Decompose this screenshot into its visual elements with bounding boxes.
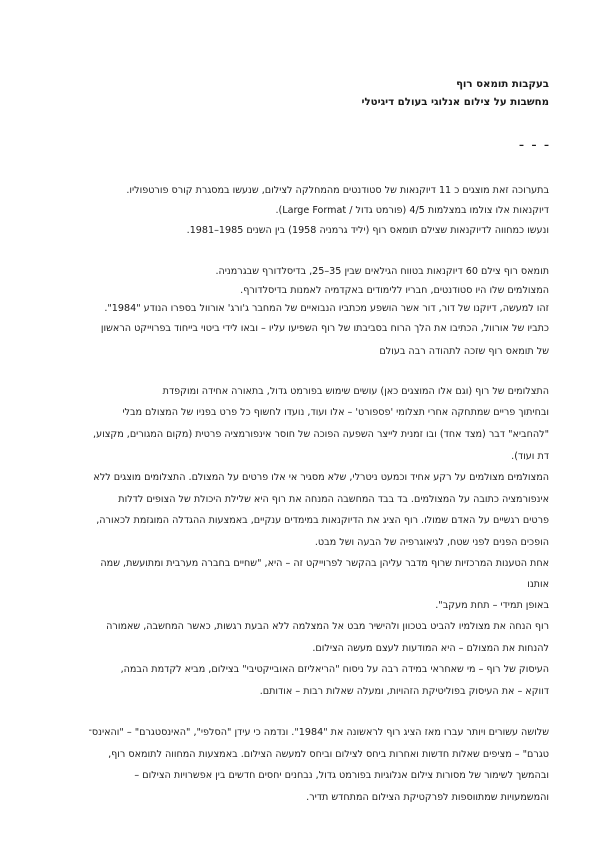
text-line: דיוקנאות אלו צולמו במצלמות 4/5 (פורמט גדול / Large Format).	[275, 205, 549, 216]
text-line: העיסוק של רוף – מי שאחראי במידה רבה על ניסוח "הריאליזם האובייקטיבי" בצילום, מביא לקדמת הבמה,	[120, 664, 549, 675]
text-line: כתביו של אורוול, הכתיבו את הלך הרוח בסביבתו של רוף השפיעו עליו – ובאו לידי ביטוי בייחוד בפרוייקט הראשון	[100, 323, 549, 334]
text-line: אינפורמציה כתובה על המצולמים. בד בבד המחשבה המנחה את רוף היא שלילת היכולת של הצופים לדלות	[118, 494, 549, 505]
text-line: של תומאס רוף שזכה לתהודה רבה בעולם	[379, 346, 549, 357]
text-line: ובחיתוך פריים שמתחקה אחרי תצלומי 'פספורט' – אלו ועוד, נועדו לחשוף כל פרט בפניו של המצולם מבלי	[122, 407, 549, 418]
document-title: בעקבות תומאס רוף	[456, 79, 549, 90]
text-line: טגרם" – מציפים שאלות חדשות ואחרות ביחס לצילום וביחס למעשה הצילום. באמצעות המחווה לתומאס רוף,	[108, 749, 549, 760]
document-subtitle: מחשבות על צילום אנלוגי בעולם דיגיטלי	[361, 97, 549, 108]
text-line: באופן תמידי – תחת מעקב".	[435, 600, 549, 611]
text-line: המצולמים שלו היו סטודנטים, חבריו ללימודים באקדמיה לאמנות בדיסלדורף.	[240, 285, 549, 296]
text-line: התצלומים של רוף (וגם אלו המוצגים כאן) עושים שימוש בפורמט גדול, בתאורה אחידה ומוקפדת	[162, 386, 549, 397]
text-line: בתערוכה זאת מוצגים כ 11 דיוקנאות של סטודנטים מהמחלקה לצילום, שנעשו במסגרת קורס פורטפוליו.	[126, 185, 549, 196]
text-line: "להחביא" דבר (מצד אחד) ובו זמנית לייצר השפעה הפוכה של חוסר אינפורמציה פרטית (מקום המגורים, מקצוע,	[93, 429, 549, 440]
text-line: ונעשו כמחווה לדיוקנאות שצילם תומאס רוף (יליד גרמניה 1958) בין השנים 1985–1981.	[186, 225, 549, 236]
text-line: להנחות את המצולם – היא המודעות לעצם מעשה הצילום.	[312, 643, 549, 654]
section-separator: – – –	[519, 140, 551, 151]
text-line: דווקא – את העיסוק בפוליטיקת הזהויות, ומעלה שאלות רבות – אודותם.	[259, 686, 549, 697]
text-line: זהו למעשה, דיוקנו של דור, דור אשר הושפע מכתביו הנבואיים של המחבר ג'ורג' אורוול בספרו הנודע "1984".	[104, 303, 549, 314]
text-line: והמשמעויות שמתווספות לפרקטיקת הצילום המתחדש תדיר.	[306, 792, 549, 803]
text-line: ובהמשך לשימור של מסורות צילום אנלוגיות בפורמט גדול, נבחנים יחסים חדשים בין אפשרויות הצילום –	[134, 770, 549, 781]
text-line: תומאס רוף צילם 60 דיוקנאות בטווח הגילאים שבין 35–25, בדיסלדורף שבגרמניה.	[215, 266, 549, 277]
text-line: פרטים רגשיים על האדם שמולו. רוף הציג את הדיוקנאות במימדים ענקיים, באמצעות ההגדלה המוגזמת לכאורה,	[96, 515, 549, 526]
text-line: דת ועוד).	[511, 451, 549, 462]
text-line: אחת הטענות המרכזיות שרוף מדבר עליהן בהקשר לפרוייקט זה – היא, "שחיים בחברה מערבית ומתועשת, שמה	[100, 558, 549, 569]
text-line: הופכים הפנים לפני שטח, לגיאוגרפיה של הבעה ושל מבט.	[314, 537, 549, 548]
text-line: המצולמים מצולמים על רקע אחיד וכמעט ניטרלי, שלא מסגיר אי אלו פרטים על המצולם. התצלומים מוצגים ללא	[93, 472, 549, 483]
text-line: שלושה עשורים ויותר עברו מאז הציג רוף לראשונה את "1984". ונדמה כי עידן "הסלפי", "האינסטגרם" – "והאינס־	[88, 727, 549, 738]
text-line: רוף הנחה את מצולמיו להביט בטכוון ולהישיר מבט אל המצלמה ללא הבעת רגשות, כאשר המחשבה, שאמורה	[106, 621, 549, 632]
text-line: אותנו	[527, 579, 549, 590]
